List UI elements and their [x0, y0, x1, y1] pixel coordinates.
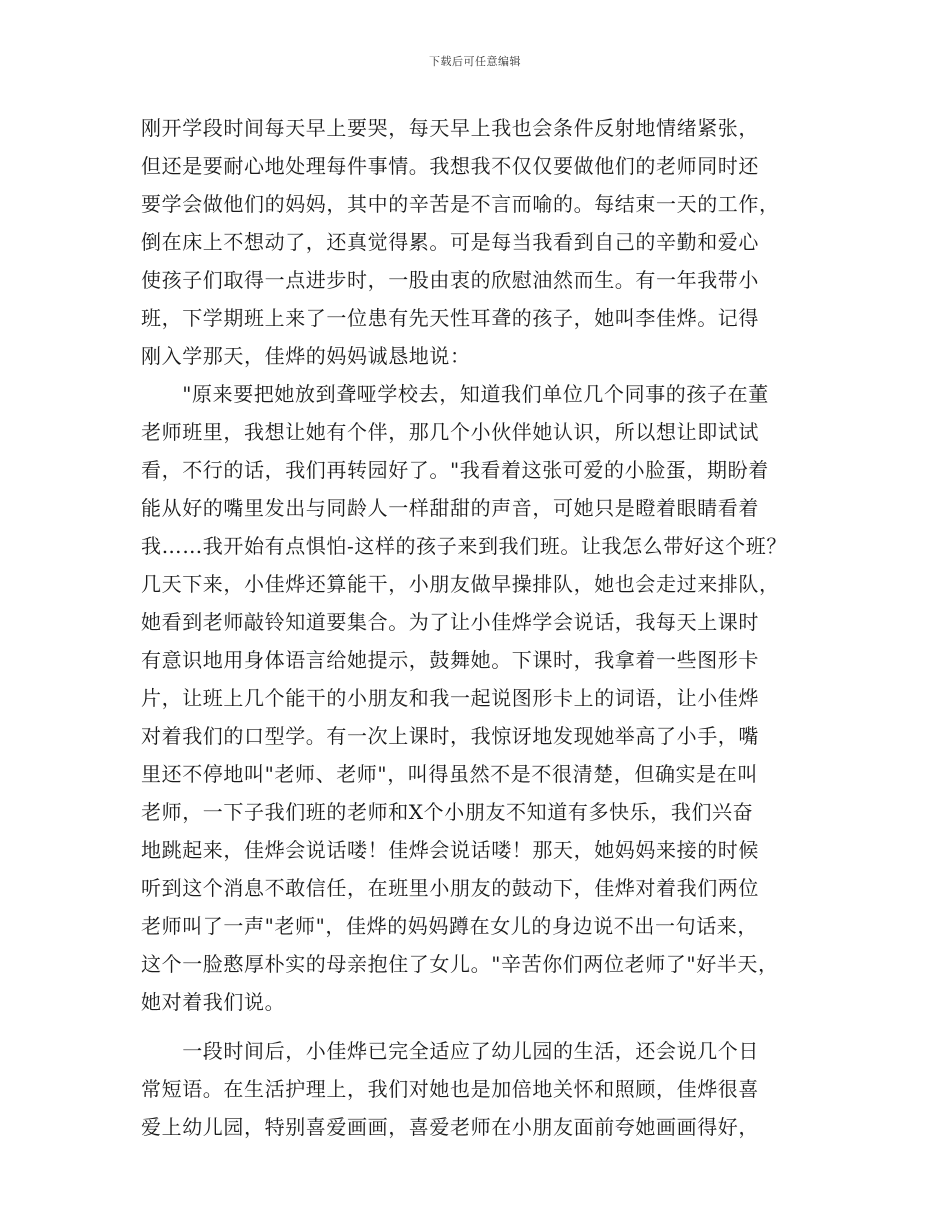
text-line: 班，下学期班上来了一位患有先天性耳聋的孩子，她叫李佳烨。记得 — [141, 306, 759, 330]
paragraph — [141, 109, 831, 375]
text-line: 使孩子们取得一点进步时，一股由衷的欣慰油然而生。有一年我带小 — [141, 268, 759, 292]
text-line: 老师叫了一声"老师"，佳烨的妈妈蹲在女儿的身边说不出一句话来， — [141, 914, 758, 938]
text-line: 一段时间后，小佳烨已完全适应了幼儿园的生活，还会说几个日 — [141, 1039, 759, 1063]
text-line: 她对着我们说。 — [141, 990, 286, 1014]
text-line: 这个一脸憨厚朴实的母亲抱住了女儿。"辛苦你们两位老师了"好半天， — [141, 952, 779, 976]
paragraph-spacer — [141, 1021, 831, 1032]
document-body — [141, 109, 831, 1146]
text-line: 刚开学段时间每天早上要哭，每天早上我也会条件反射地情绪紧张， — [141, 116, 759, 140]
text-line: 但还是要耐心地处理每件事情。我想我不仅仅要做他们的老师同时还 — [141, 154, 759, 178]
text-line: 片，让班上几个能干的小朋友和我一起说图形卡上的词语，让小佳烨 — [141, 686, 759, 710]
text-line: 里还不停地叫"老师、老师"，叫得虽然不是不很清楚，但确实是在叫 — [141, 762, 758, 786]
text-line: 常短语。在生活护理上，我们对她也是加倍地关怀和照顾，佳烨很喜 — [141, 1077, 759, 1101]
text-line: 我……我开始有点惧怕-这样的孩子来到我们班。让我怎么带好这个班？ — [141, 534, 787, 558]
paragraph — [141, 375, 831, 1021]
text-line: 她看到老师敲铃知道要集合。为了让小佳烨学会说话，我每天上课时 — [141, 610, 759, 634]
text-line: 老师，一下子我们班的老师和X个小朋友不知道有多快乐，我们兴奋 — [141, 800, 754, 824]
paragraph — [141, 1032, 831, 1146]
text-line: 刚入学那天，佳烨的妈妈诚恳地说： — [141, 344, 471, 368]
text-line: 老师班里，我想让她有个伴，那几个小伙伴她认识，所以想让即试试 — [141, 420, 759, 444]
text-line: 几天下来，小佳烨还算能干，小朋友做早操排队，她也会走过来排队， — [141, 572, 780, 596]
text-line: 要学会做他们的妈妈，其中的辛苦是不言而喻的。每结束一天的工作， — [141, 192, 780, 216]
text-line: "原来要把她放到聋哑学校去，知道我们单位几个同事的孩子在董 — [141, 382, 769, 406]
text-line: 听到这个消息不敢信任，在班里小朋友的鼓动下，佳烨对着我们两位 — [141, 876, 759, 900]
text-line: 能从好的嘴里发出与同龄人一样甜甜的声音，可她只是瞪着眼睛看着 — [141, 496, 759, 520]
page-header: 下载后可任意编辑 — [429, 55, 521, 68]
text-line: 倒在床上不想动了，还真觉得累。可是每当我看到自己的辛勤和爱心 — [141, 230, 759, 254]
text-line: 对着我们的口型学。有一次上课时，我惊讶地发现她举高了小手，嘴 — [141, 724, 759, 748]
text-line: 看，不行的话，我们再转园好了。"我看着这张可爱的小脸蛋，期盼着 — [141, 458, 769, 482]
text-line: 有意识地用身体语言给她提示，鼓舞她。下课时，我拿着一些图形卡 — [141, 648, 759, 672]
text-line: 爱上幼儿园，特别喜爱画画，喜爱老师在小朋友面前夸她画画得好， — [141, 1115, 759, 1139]
text-line: 地跳起来，佳烨会说话喽！佳烨会说话喽！那天，她妈妈来接的时候 — [141, 838, 759, 862]
